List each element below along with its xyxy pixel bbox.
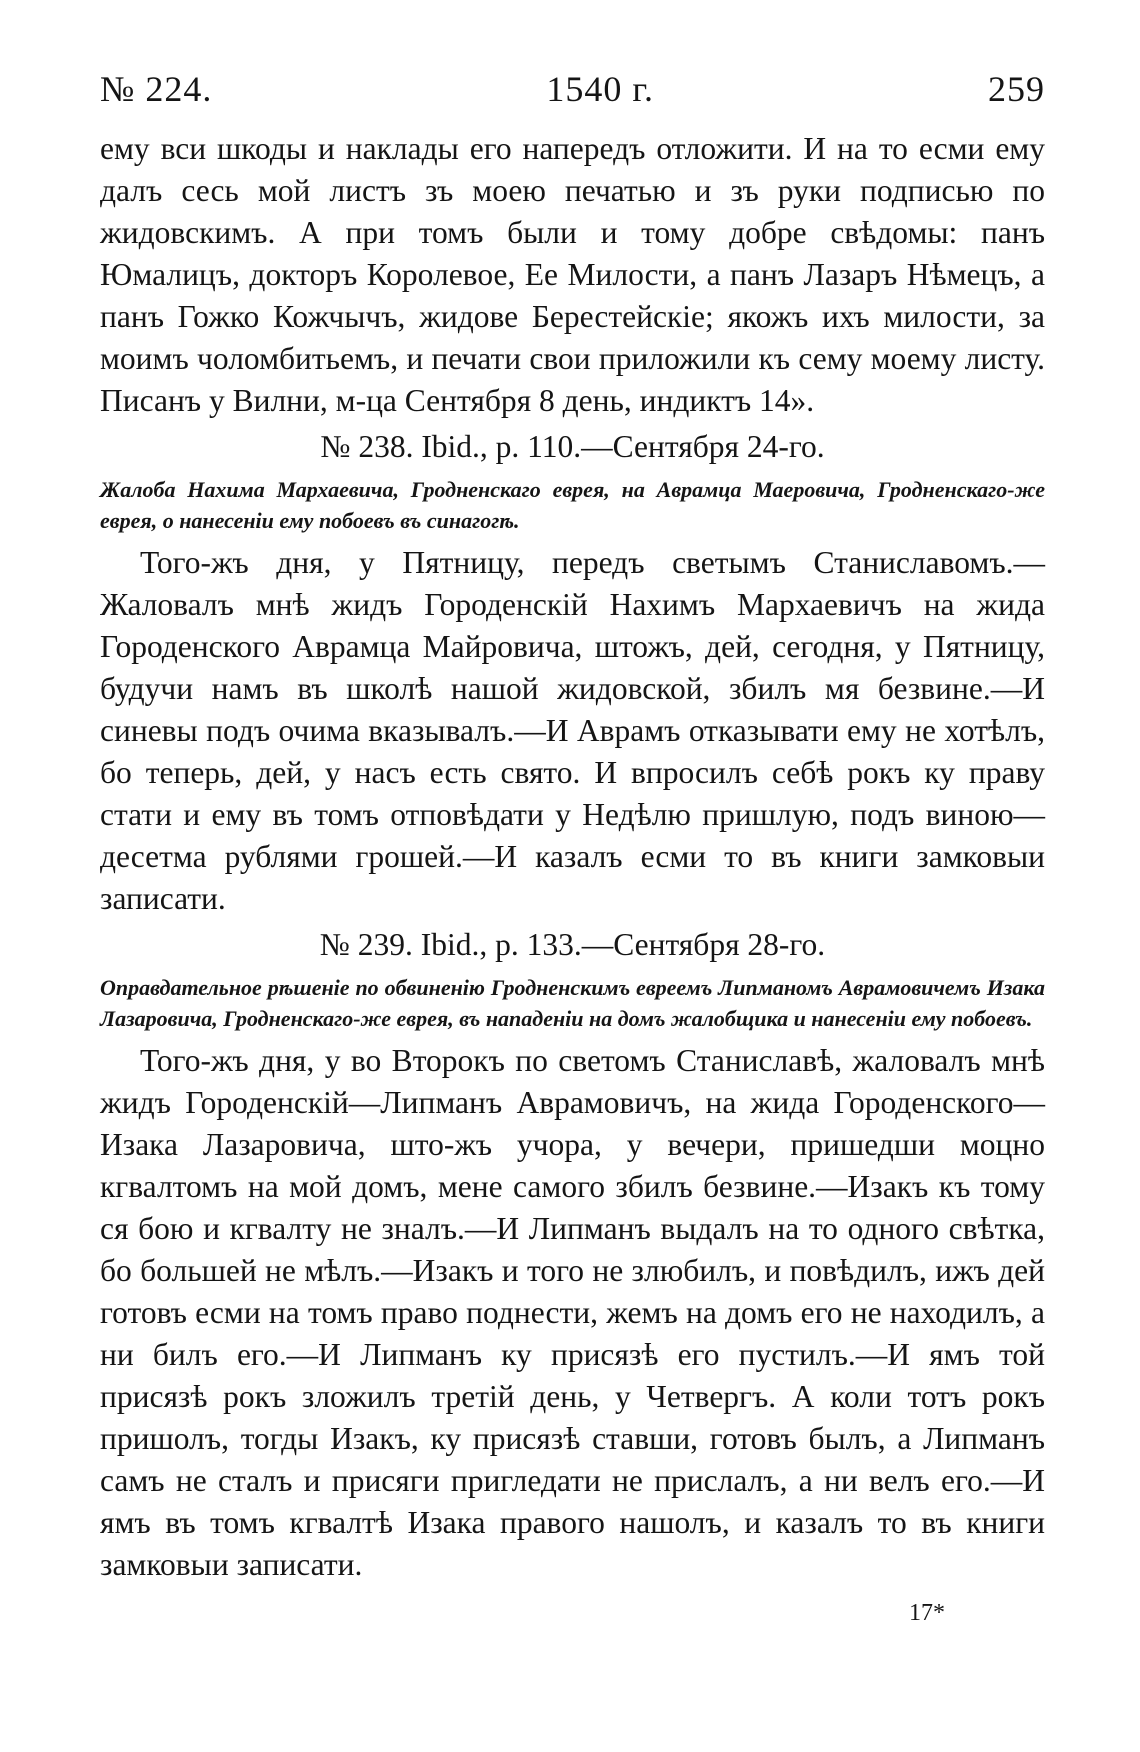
entry-summary: Жалоба Нахима Мархаевича, Гродненскаго еврея, на Аврамца Маеровича, Гродненскаго-же еврея, о нанесеніи ему побоевъ въ синагогѣ.	[100, 477, 1045, 533]
continuation-paragraph: ему вси шкоды и наклады его напередъ отложити. И на то есми ему далъ сесь мой листъ зъ моею печатью и зъ руки подписью по жидовскимъ. А при томъ были и тому добре свѣдомы: панъ Юмалицъ, докторъ Королевое, Ее Милости, а панъ Лазаръ Нѣмецъ, а панъ Гожко Кожчычъ, жидове Берестейскіе; якожъ ихъ милости, за моимъ чоломбитьемъ, и печати свои приложили къ сему моему листу. Писанъ у Вилни, м-ца Сентября 8 день, индиктъ 14».	[100, 131, 1045, 418]
entry-summary: Оправдательное рѣшеніе по обвиненію Гродненскимъ евреемъ Липманомъ Аврамовичемъ Изака Лазаровича, Гродненскаго-же еврея, въ нападеніи на домъ жалобщика и нанесеніи ему побоевъ.	[100, 975, 1045, 1031]
running-header	[100, 68, 1045, 110]
document-page	[100, 68, 1045, 1627]
entry-paragraph: Того-жъ дня, у Пятницу, передъ светымъ Станиславомъ.—Жаловалъ мнѣ жидъ Городенскій Нахимъ Мархаевичъ на жида Городенского Аврамца Майровича, штожъ, дей, сегодня, у Пятницу, будучи намъ въ школѣ нашой жидовской, збилъ мя безвине.—И синевы подъ очима вказывалъ.—И Аврамъ отказывати ему не хотѣлъ, бо теперь, дей, у насъ есть свято. И впросилъ себѣ рокъ ку праву стати и ему въ томъ отповѣдати у Недѣлю пришлую, подъ виною—десетма рублями грошей.—И казалъ есми то въ книги замковыи записати.	[100, 545, 1045, 916]
entry-heading: № 239. Ibid., p. 133.—Сентября 28-го.	[319, 927, 826, 962]
document-number: № 224.	[100, 69, 213, 109]
entry-heading: № 238. Ibid., p. 110.—Сентября 24-го.	[320, 429, 825, 464]
year-label: 1540 г.	[546, 69, 655, 109]
entry-paragraph: Того-жъ дня, у во Второкъ по светомъ Станиславѣ, жаловалъ мнѣ жидъ Городенскій—Липманъ Аврамовичъ, на жида Городенского—Изака Лазаровича, што-жъ учора, у вечери, пришедши моцно кгвалтомъ на мой домъ, мене самого збилъ безвине.—Изакъ къ тому ся бою и кгвалту не зналъ.—И Липманъ выдалъ на то одного свѣтка, бо большей не мѣлъ.—Изакъ и того не злюбилъ, и повѣдилъ, ижъ дей готовъ есми на томъ право поднести, жемъ на домъ его не находилъ, а ни билъ его.—И Липманъ ку присязѣ его пустилъ.—И ямъ той присязѣ рокъ зложилъ третій день, у Четвергъ. А коли тотъ рокъ пришолъ, тогды Изакъ, ку присязѣ ставши, готовъ былъ, а Липманъ самъ не сталъ и присяги пригледати не прислалъ, а ни велъ его.—И ямъ въ томъ кгвалтѣ Изака правого нашолъ, и казалъ то въ книги замковыи записати.	[100, 1043, 1045, 1582]
signature-mark: 17*	[909, 1600, 945, 1626]
page-number: 259	[987, 69, 1045, 109]
